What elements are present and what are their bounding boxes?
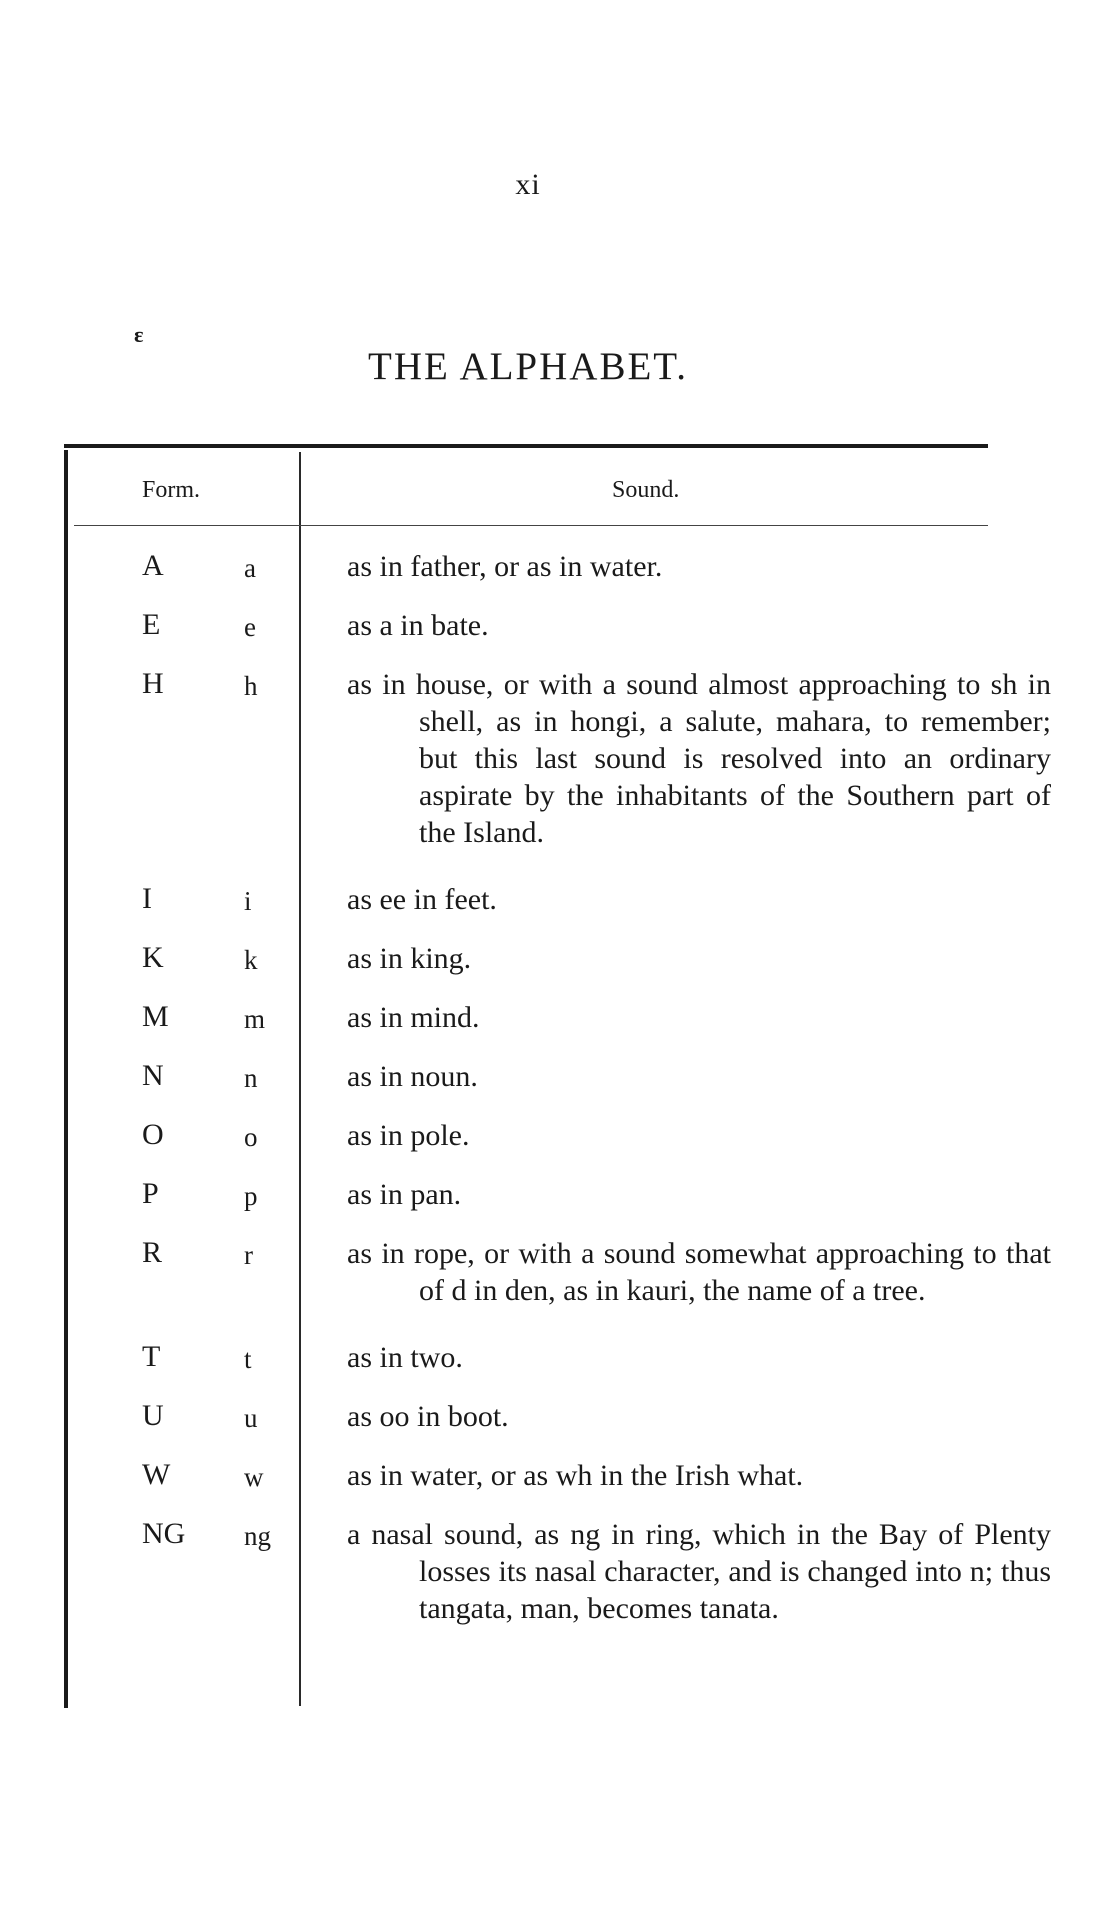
letter-uppercase: A bbox=[142, 549, 164, 582]
letter-lowercase: m bbox=[244, 1004, 266, 1034]
table-row bbox=[0, 666, 1114, 851]
letter-uppercase: U bbox=[142, 1399, 164, 1432]
table-row bbox=[0, 607, 1114, 644]
table-row bbox=[0, 881, 1114, 918]
letter-uppercase: W bbox=[142, 1458, 171, 1491]
table-header-rule bbox=[74, 525, 988, 526]
letter-uppercase: H bbox=[142, 667, 164, 700]
letter-lowercase: o bbox=[244, 1122, 258, 1152]
letter-lowercase: w bbox=[244, 1462, 264, 1492]
letter-uppercase: N bbox=[142, 1059, 164, 1092]
letter-uppercase: T bbox=[142, 1340, 161, 1373]
letter-lowercase: ng bbox=[244, 1521, 271, 1551]
table-row bbox=[0, 1117, 1114, 1154]
letter-uppercase: E bbox=[142, 608, 161, 641]
letter-sound: as in pole. bbox=[347, 1119, 470, 1152]
letter-sound: as a in bate. bbox=[347, 609, 489, 642]
letter-lowercase: a bbox=[244, 553, 256, 583]
page-title: THE ALPHABET. bbox=[368, 345, 688, 388]
letter-sound: a nasal sound, as ng in ring, which in the Bay of Plenty losses its nasal character, and is changed into n; thus tangata, man, becomes tanata. bbox=[347, 1518, 1051, 1625]
letter-uppercase: I bbox=[142, 882, 152, 915]
table-row bbox=[0, 1176, 1114, 1213]
letter-uppercase: O bbox=[142, 1118, 164, 1151]
letter-lowercase: k bbox=[244, 945, 258, 975]
alphabet-table-body bbox=[0, 548, 1114, 1627]
letter-sound: as in king. bbox=[347, 942, 472, 975]
table-row bbox=[0, 548, 1114, 585]
letter-lowercase: r bbox=[244, 1240, 253, 1270]
table-header-form: Form. bbox=[142, 477, 201, 503]
table-header-sound: Sound. bbox=[612, 477, 680, 503]
letter-lowercase: u bbox=[244, 1403, 258, 1433]
letter-lowercase: p bbox=[244, 1181, 258, 1211]
table-row bbox=[0, 940, 1114, 977]
letter-sound: as in water, or as wh in the Irish what. bbox=[347, 1459, 804, 1492]
letter-uppercase: P bbox=[142, 1177, 159, 1210]
letter-sound: as in house, or with a sound almost approaching to sh in shell, as in hongi, a salute, mahara, to remember; but this last sound is resolved into an ordinary aspirate by the inhabitants of the Southern part of the Island. bbox=[347, 668, 1051, 849]
letter-lowercase: e bbox=[244, 612, 256, 642]
letter-uppercase: K bbox=[142, 941, 164, 974]
letter-lowercase: t bbox=[244, 1344, 252, 1374]
page-number: xi bbox=[515, 168, 541, 201]
letter-sound: as in pan. bbox=[347, 1178, 462, 1211]
letter-uppercase: R bbox=[142, 1236, 163, 1269]
letter-sound: as in noun. bbox=[347, 1060, 478, 1093]
letter-sound: as in father, or as in water. bbox=[347, 550, 663, 583]
letter-lowercase: i bbox=[244, 886, 252, 916]
letter-sound: as in rope, or with a sound somewhat approaching to that of d in den, as in kauri, the name of a tree. bbox=[347, 1237, 1051, 1307]
letter-sound: as oo in boot. bbox=[347, 1400, 509, 1433]
letter-sound: as in mind. bbox=[347, 1001, 480, 1034]
table-row bbox=[0, 1339, 1114, 1376]
letter-lowercase: n bbox=[244, 1063, 258, 1093]
letter-sound: as in two. bbox=[347, 1341, 463, 1374]
table-row bbox=[0, 1058, 1114, 1095]
letter-lowercase: h bbox=[244, 671, 258, 701]
table-top-rule bbox=[64, 444, 988, 448]
letter-uppercase: M bbox=[142, 1000, 169, 1033]
table-row bbox=[0, 1516, 1114, 1627]
letter-sound: as ee in feet. bbox=[347, 883, 497, 916]
table-row bbox=[0, 1235, 1114, 1309]
table-row bbox=[0, 999, 1114, 1036]
table-row bbox=[0, 1457, 1114, 1494]
table-row bbox=[0, 1398, 1114, 1435]
margin-mark: ɛ bbox=[134, 322, 144, 347]
letter-uppercase: NG bbox=[142, 1517, 186, 1550]
